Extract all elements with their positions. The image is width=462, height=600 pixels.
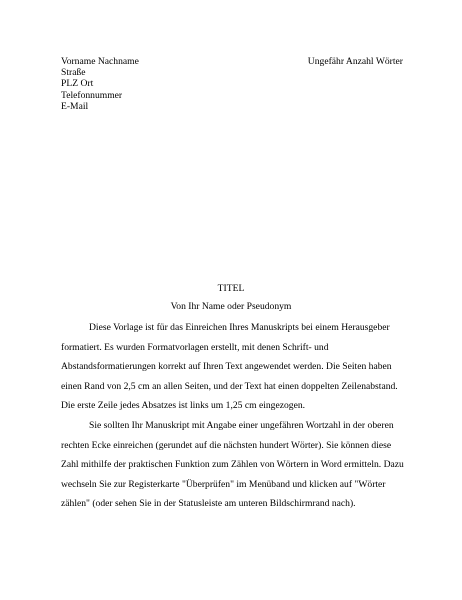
author-contact-block — [61, 56, 139, 112]
author-phone: Telefonnummer — [61, 89, 123, 101]
manuscript-byline: Von Ihr Name oder Pseudonym — [170, 301, 292, 312]
author-street: Straße — [61, 67, 86, 79]
author-postal-city: PLZ Ort — [61, 78, 94, 90]
manuscript-body — [61, 318, 407, 514]
word-count-label: Ungefähr Anzahl Wörter — [307, 56, 403, 67]
author-email: E-Mail — [61, 100, 89, 112]
body-paragraph: Diese Vorlage ist für das Einreichen Ihres Manuskripts bei einem Herausgeber formatiert. Es wurden Formatvorlagen erstellt, mit denen Schrift- und Abstandsformatierungen korrekt auf Ihren Text angewendet werden. Die Seiten haben einen Rand von 2,5 cm an allen Seiten, und der Text hat einen doppelten Zeilenabstand. Die erste Zeile jedes Absatzes ist links um 1,25 cm eingezogen. — [61, 322, 398, 412]
body-paragraph: Sie sollten Ihr Manuskript mit Angabe einer ungefähren Wortzahl in der oberen rechten Ecke einreichen (gerundet auf die nächsten hundert Wörter). Sie können diese Zahl mithilfe der praktischen Funktion zum Zählen von Wörtern in Word ermitteln. Dazu wechseln Sie zur Registerkarte "Überprüfen" im Menüband und klicken auf "Wörter zählen" (oder sehen Sie in der Statusleiste am unteren Bildschirmrand nach). — [61, 419, 404, 510]
manuscript-title: TITEL — [217, 283, 245, 294]
author-name: Vorname Nachname — [61, 56, 139, 67]
